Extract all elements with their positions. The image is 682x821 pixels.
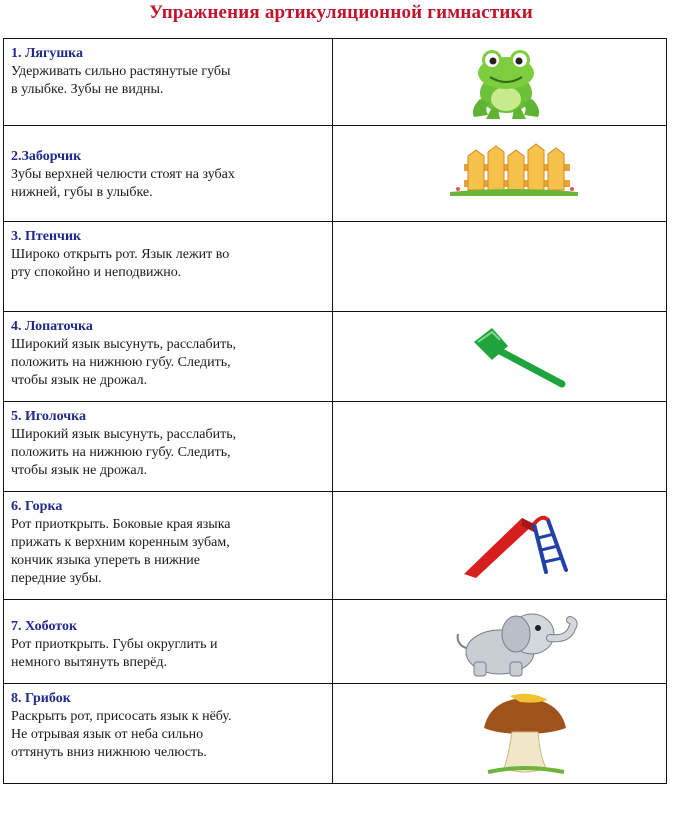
table-row: [4, 683, 666, 783]
exercise-title: 2.Заборчик: [11, 149, 82, 164]
table-row: [4, 599, 666, 683]
elephant-icon: [452, 604, 582, 680]
table-row: [4, 401, 666, 491]
exercise-description: Зубы верхней челюсти стоят на зубах нижней, губы в улыбке.: [11, 167, 235, 200]
exercise-text: [11, 45, 329, 99]
exercise-text: [11, 148, 329, 202]
table-row: [4, 39, 666, 125]
table-row: [4, 125, 666, 221]
shovel-icon: [470, 324, 570, 390]
exercise-description: Раскрыть рот, присосать язык к нёбу. Не отрывая язык от неба сильно оттянуть вниз нижнюю челюсть.: [11, 709, 232, 760]
exercise-table: [3, 38, 667, 784]
exercise-title: 3. Птенчик: [11, 229, 82, 244]
exercise-text: [11, 498, 329, 588]
exercise-title: 7. Хоботок: [11, 619, 78, 634]
exercise-text: [11, 690, 329, 762]
table-row: [4, 311, 666, 401]
exercise-description: Рот приоткрыть. Губы округлить и немного вытянуть вперёд.: [11, 637, 218, 670]
mushroom-icon: [480, 688, 570, 776]
frog-icon: [466, 45, 546, 121]
exercise-title: 5. Иголочка: [11, 409, 86, 424]
fence-icon: [450, 142, 578, 198]
table-row: [4, 491, 666, 599]
slide-icon: [462, 512, 572, 580]
exercise-title: 4. Лопаточка: [11, 319, 93, 334]
exercise-text: [11, 228, 329, 282]
exercise-description: Широкий язык высунуть, расслабить, положить на нижнюю губу. Следить, чтобы язык не дрожал.: [11, 427, 237, 478]
exercise-text: [11, 318, 329, 390]
exercise-text: [11, 408, 329, 480]
exercise-description: Рот приоткрыть. Боковые края языка прижать к верхним коренным зубам, кончик языка упереть в нижние передние зубы.: [11, 517, 231, 586]
exercise-description: Широкий язык высунуть, расслабить, положить на нижнюю губу. Следить, чтобы язык не дрожал.: [11, 337, 237, 388]
table-row: [4, 221, 666, 311]
exercise-description: Удерживать сильно растянутые губы в улыбке. Зубы не видны.: [11, 64, 231, 97]
exercise-text: [11, 618, 329, 672]
exercise-title: 1. Лягушка: [11, 46, 84, 61]
exercise-title: 8. Грибок: [11, 691, 71, 706]
exercise-title: 6. Горка: [11, 499, 63, 514]
exercise-description: Широко открыть рот. Язык лежит во рту спокойно и неподвижно.: [11, 247, 230, 280]
page-title: Упражнения артикуляционной гимнастики: [149, 2, 533, 23]
